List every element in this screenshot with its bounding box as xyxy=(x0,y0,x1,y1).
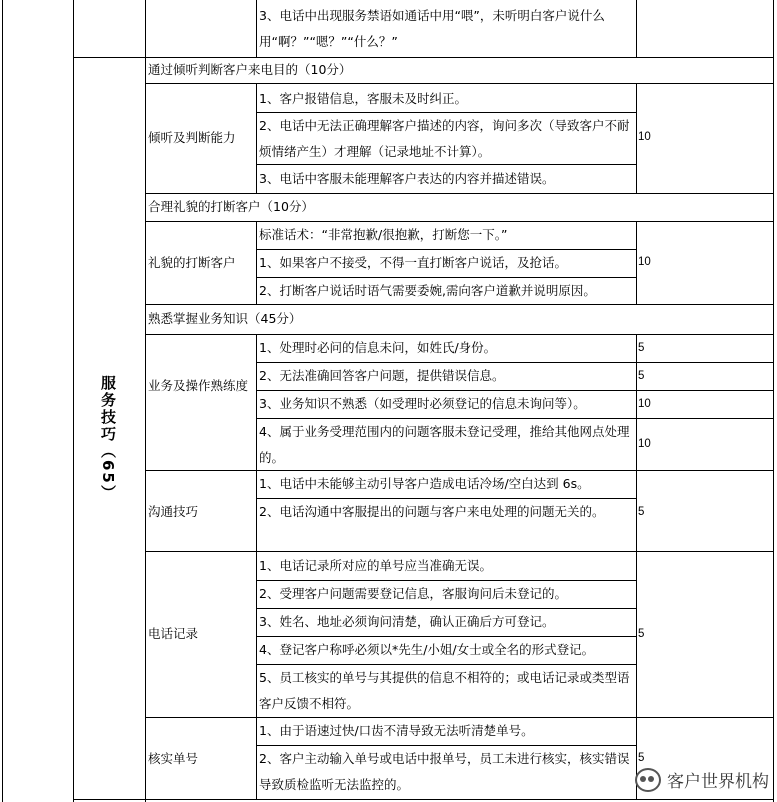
category-label: 倾听及判断能力 xyxy=(148,130,236,145)
item-text: 2、受理客户问题需要登记信息，客服询问后未登记的。 xyxy=(259,586,567,601)
vline xyxy=(636,221,637,304)
item-text: 1、由于语速过快/口齿不清导致无法听清楚单号。 xyxy=(259,723,534,738)
item-text: 2、打断客户说话时语气需要委婉,需向客户道歉并说明原因。 xyxy=(259,283,596,298)
border-right xyxy=(773,0,774,802)
item-text: 4、属于业务受理范围内的问题客服未登记受理，推给其他网点处理的。 xyxy=(259,424,630,465)
wechat-icon xyxy=(635,768,661,792)
vline xyxy=(256,334,257,470)
border-col1 xyxy=(73,0,74,802)
score-value: 5 xyxy=(638,370,645,382)
item-text: 1、如果客户不接受，不得一直打断客户说话，及抢话。 xyxy=(259,255,567,270)
hline xyxy=(145,193,774,194)
item-text: 3、业务知识不熟悉（如受理时必须登记的信息未询问等）。 xyxy=(259,396,586,411)
item-text: 2、电话沟通中客服提出的问题与客户来电处理的问题无关的。 xyxy=(259,504,605,519)
section-title: 通过倾听判断客户来电目的（10分） xyxy=(148,62,352,77)
section-title: 合理礼貌的打断客户（10分） xyxy=(148,199,314,214)
category-label: 核实单号 xyxy=(148,751,199,766)
item-text: 2、电话中无法正确理解客户描述的内容，询问多次（导致客户不耐烦情绪产生）才理解（记录地址不计算）。 xyxy=(259,118,630,159)
score-value: 5 xyxy=(638,752,645,764)
category-label: 电话记录 xyxy=(148,626,199,641)
vline xyxy=(256,83,257,193)
vline xyxy=(256,551,257,717)
section-title: 熟悉掌握业务知识（45分） xyxy=(148,311,302,326)
item-text: 2、客户主动输入单号或电话中报单号，员工未进行核实，核实错误导致质检监听无法监控的。 xyxy=(259,751,630,792)
score-value: 5 xyxy=(638,342,645,354)
category-label: 礼貌的打断客户 xyxy=(148,255,236,270)
score-value: 5 xyxy=(638,628,645,640)
item-text: 1、电话中未能够主动引导客户造成电话冷场/空白达到 6s。 xyxy=(259,476,590,491)
vline xyxy=(256,0,257,57)
hline xyxy=(73,57,774,58)
category-label: 沟通技巧 xyxy=(148,504,199,519)
border-left xyxy=(2,0,3,802)
watermark xyxy=(635,767,769,792)
vline xyxy=(256,221,257,304)
item-text: 1、处理时必问的信息未问，如姓氏/身份。 xyxy=(259,340,497,355)
score-value: 5 xyxy=(638,506,645,518)
category-label: 业务及操作熟练度 xyxy=(148,378,249,393)
score-value: 10 xyxy=(638,438,651,450)
item-text: 3、姓名、地址必须询问清楚，确认正确后方可登记。 xyxy=(259,614,555,629)
item-text: 5、员工核实的单号与其提供的信息不相符的；或电话记录或类型语客户反馈不相符。 xyxy=(259,670,630,711)
item-text: 2、无法准确回答客户问题，提供错误信息。 xyxy=(259,368,505,383)
vline xyxy=(256,717,257,799)
item-text: 3、电话中客服未能理解客户表达的内容并描述错误。 xyxy=(259,171,555,186)
dimension-label: 服务技巧（65） xyxy=(99,375,117,502)
vline xyxy=(256,470,257,551)
item-text: 1、客户报错信息，客服未及时纠正。 xyxy=(259,91,467,106)
item-text: 1、电话记录所对应的单号应当准确无误。 xyxy=(259,558,492,573)
score-value: 10 xyxy=(638,131,651,143)
score-value: 10 xyxy=(638,256,651,268)
border-col2 xyxy=(145,0,146,802)
item-text: 标准话术：“非常抱歉/很抱歉，打断您一下。” xyxy=(259,227,508,242)
hline xyxy=(145,83,774,84)
hline xyxy=(73,799,774,800)
item-text: 3、电话中出现服务禁语如通话中用“喂”，未听明白客户说什么用“啊？”“嗯？”“什么？” xyxy=(259,8,605,49)
watermark-text: 客户世界机构 xyxy=(667,772,769,792)
score-value: 10 xyxy=(638,398,651,410)
item-text: 4、登记客户称呼必须以*先生/小姐/女士或全名的形式登记。 xyxy=(259,642,595,657)
